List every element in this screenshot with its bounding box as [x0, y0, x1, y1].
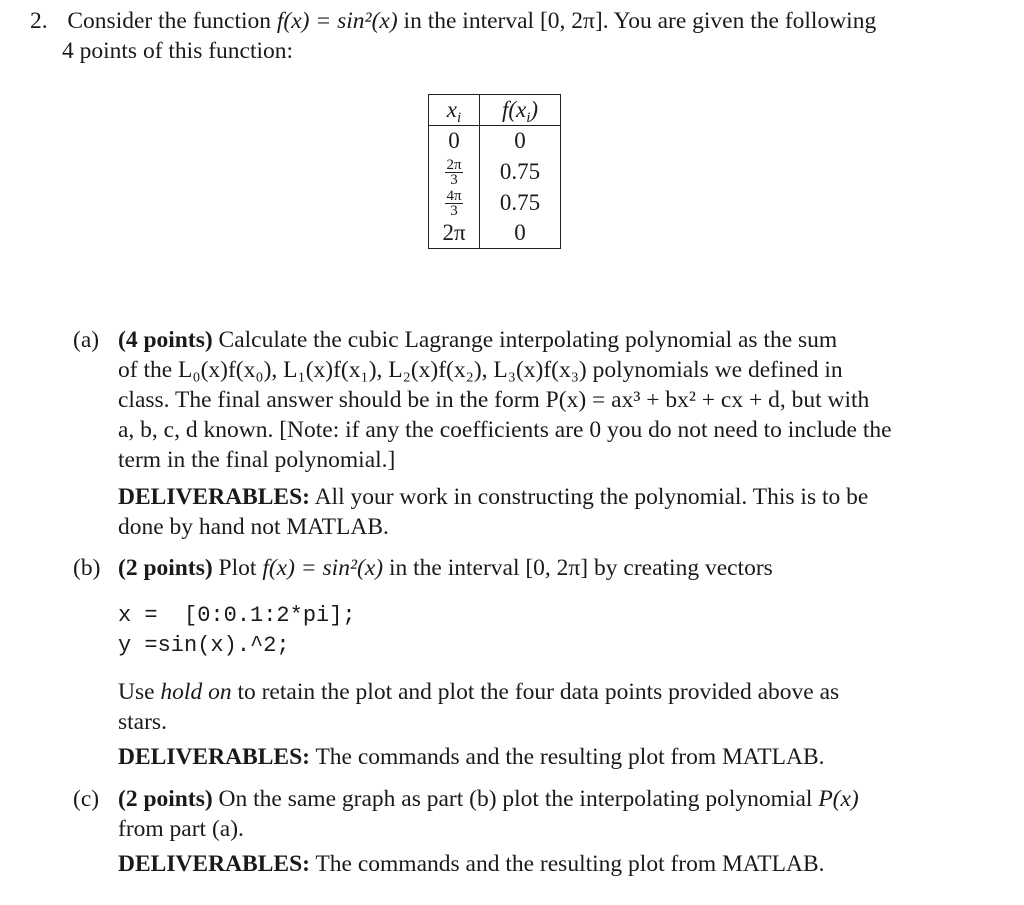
problem-intro-line-2: 4 points of this function:: [62, 38, 294, 64]
part-c-line-1: (2 points) On the same graph as part (b) plot the interpolating polynomial P(x): [118, 786, 859, 812]
part-a-line-4: a, b, c, d known. [Note: if any the coefficients are 0 you do not need to include the: [118, 417, 892, 443]
deliverables-label: DELIVERABLES:: [118, 484, 310, 510]
part-b-hold-line-2: stars.: [118, 709, 167, 735]
deliverables-label: DELIVERABLES:: [118, 744, 310, 770]
cell-f: 0: [480, 218, 561, 249]
code-line-1: x = [0:0.1:2*pi];: [118, 603, 356, 628]
part-a-line-3: class. The final answer should be in the form P(x) = ax³ + bx² + cx + d, but with: [118, 387, 870, 413]
part-c-label: (c): [73, 786, 100, 812]
part-b-deliverables: DELIVERABLES: The commands and the resulting plot from MATLAB.: [118, 744, 825, 770]
column-header-xi: $x_i$: [429, 95, 480, 126]
problem-intro-line-1: 2. Consider the function f(x) = sin²(x) in the interval [0, 2π]. You are given the following: [30, 8, 877, 34]
part-c-deliverables: DELIVERABLES: The commands and the resulting plot from MATLAB.: [118, 851, 825, 877]
part-a-label: (a): [73, 327, 100, 353]
data-points-table: [428, 94, 561, 249]
function-definition: f(x) = sin²(x): [276, 8, 398, 34]
part-b-label: (b): [73, 555, 101, 581]
part-a-line-5: term in the final polynomial.]: [118, 447, 396, 473]
table-row: [429, 156, 561, 187]
part-b-line-1: (2 points) Plot f(x) = sin²(x) in the interval [0, 2π] by creating vectors: [118, 555, 773, 581]
part-a-deliverables-line-2: done by hand not MATLAB.: [118, 514, 389, 540]
table-row: [429, 187, 561, 218]
part-b-hold-line-1: Use hold on to retain the plot and plot the four data points provided above as: [118, 679, 840, 705]
part-b-points: (2 points): [118, 555, 213, 581]
cell-x: $\frac{4\pi}{3}$: [429, 187, 480, 218]
part-a-line-1: (4 points) Calculate the cubic Lagrange interpolating polynomial as the sum: [118, 327, 838, 353]
part-c-points: (2 points): [118, 786, 213, 812]
column-header-fxi: $f(x_i)$: [480, 95, 561, 126]
deliverables-label: DELIVERABLES:: [118, 851, 310, 877]
part-a-line-2: of the L₀(x)f(x₀), L₁(x)f(x₁), L₂(x)f(x₂), L₃(x)f(x₃) polynomials we defined in: [118, 357, 843, 383]
interval: [0, 2π]: [539, 8, 603, 34]
part-c-line-2: from part (a).: [118, 816, 244, 842]
cell-x: 0: [429, 126, 480, 157]
hold-on-emphasis: hold on: [160, 679, 232, 705]
part-a-points: (4 points): [118, 327, 213, 353]
cell-x: $\frac{2\pi}{3}$: [429, 156, 480, 187]
part-a-deliverables: DELIVERABLES: All your work in constructing the polynomial. This is to be: [118, 484, 869, 510]
code-line-2: y =sin(x).^2;: [118, 633, 290, 658]
cell-f: 0.75: [480, 187, 561, 218]
cell-x: 2π: [429, 218, 480, 249]
problem-number: 2.: [30, 8, 48, 34]
cell-f: 0.75: [480, 156, 561, 187]
table-row: [429, 218, 561, 249]
table-row: [429, 126, 561, 157]
cell-f: 0: [480, 126, 561, 157]
